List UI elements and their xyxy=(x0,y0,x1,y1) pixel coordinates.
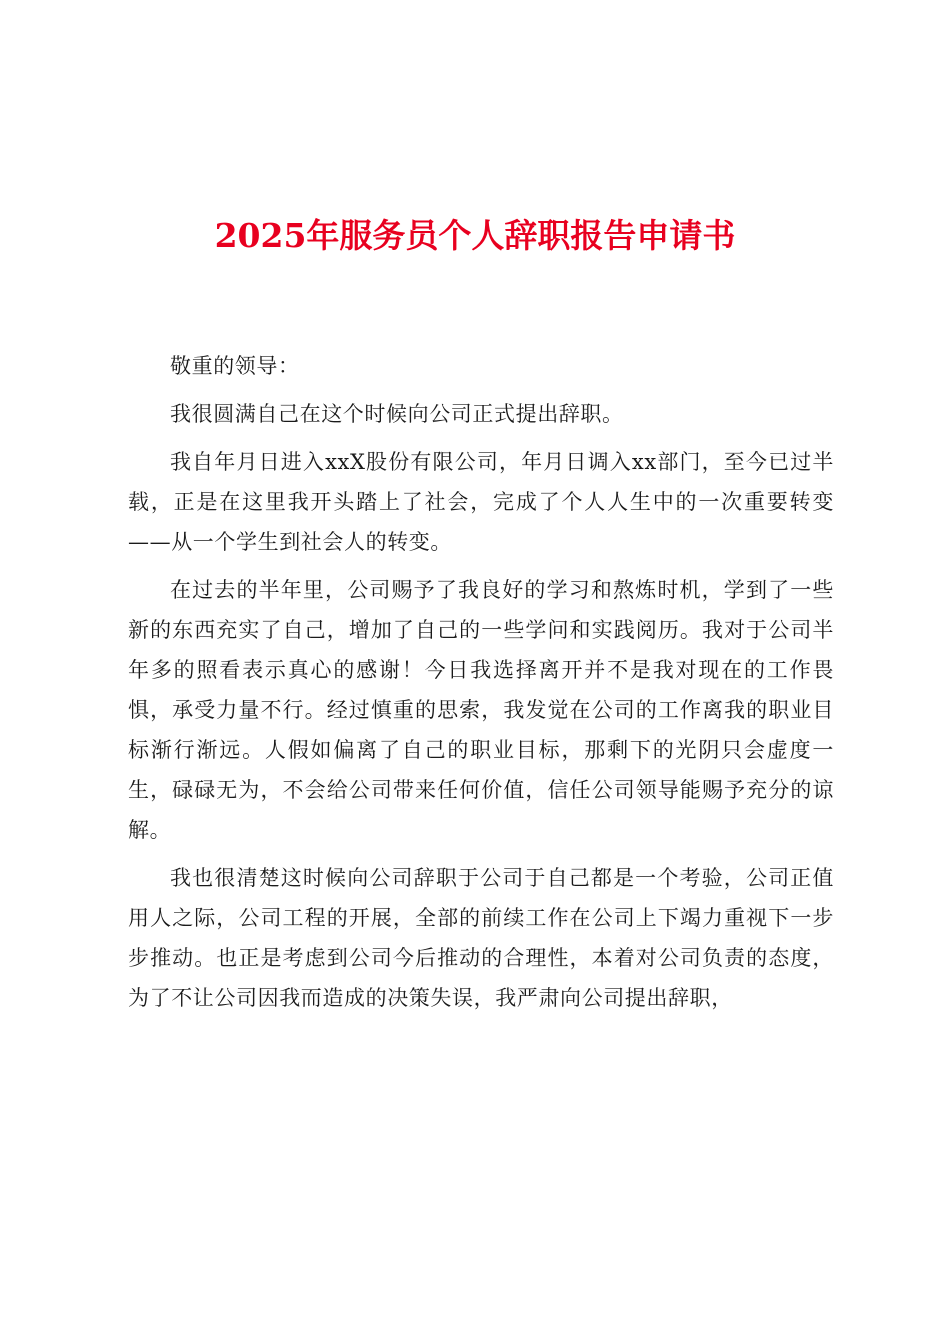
document-title: 2025年服务员个人辞职报告申请书 xyxy=(214,216,736,255)
paragraph-1: 我很圆满自己在这个时候向公司正式提出辞职。 xyxy=(170,402,624,426)
paragraph-3: 在过去的半年里，公司赐予了我良好的学习和熬炼时机，学到了一些新的东西充实了自己，增加了自己的一些学问和实践阅历。我对于公司半年多的照看表示真心的感谢！今日我选择离开并不是我对现在的工作畏惧，承受力量不行。经过慎重的思索，我发觉在公司的工作离我的职业目标渐行渐远。人假如偏离了自己的职业目标，那剩下的光阴只会虚度一生，碌碌无为，不会给公司带来任何价值，信任公司领导能赐予充分的谅解。 xyxy=(128,578,834,842)
salutation: 敬重的领导： xyxy=(170,354,300,378)
paragraph-2: 我自年月日进入xxX股份有限公司，年月日调入xx部门，至今已过半载，正是在这里我开头踏上了社会，完成了个人人生中的一次重要转变——从一个学生到社会人的转变。 xyxy=(128,450,834,554)
document-body xyxy=(128,346,834,1026)
paragraph-4: 我也很清楚这时候向公司辞职于公司于自己都是一个考验，公司正值用人之际，公司工程的开展，全部的前续工作在公司上下竭力重视下一步步推动。也正是考虑到公司今后推动的合理性，本着对公司负责的态度，为了不让公司因我而造成的决策失误，我严肃向公司提出辞职， xyxy=(128,866,834,1010)
